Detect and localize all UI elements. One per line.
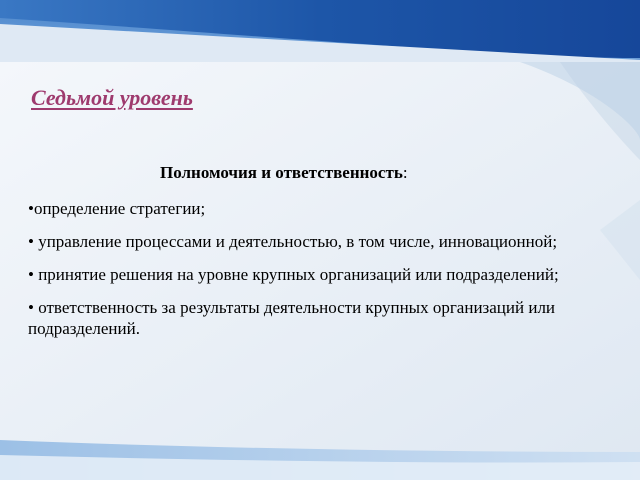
section-heading-text: Полномочия и ответственность [160,163,403,182]
section-heading [160,163,408,183]
bullet-item: • ответственность за результаты деятельности крупных организаций или подразделений. [28,298,556,338]
bullet-item: • принятие решения на уровне крупных организаций или подразделений; [28,265,559,284]
slide-title: Седьмой уровень [31,85,193,110]
bullet-list [28,198,618,351]
bullet-item: • управление процессами и деятельностью, в том числе, инновационной; [28,232,558,251]
section-heading-colon: : [402,163,408,182]
bullet-item: •определение стратегии; [28,199,206,218]
